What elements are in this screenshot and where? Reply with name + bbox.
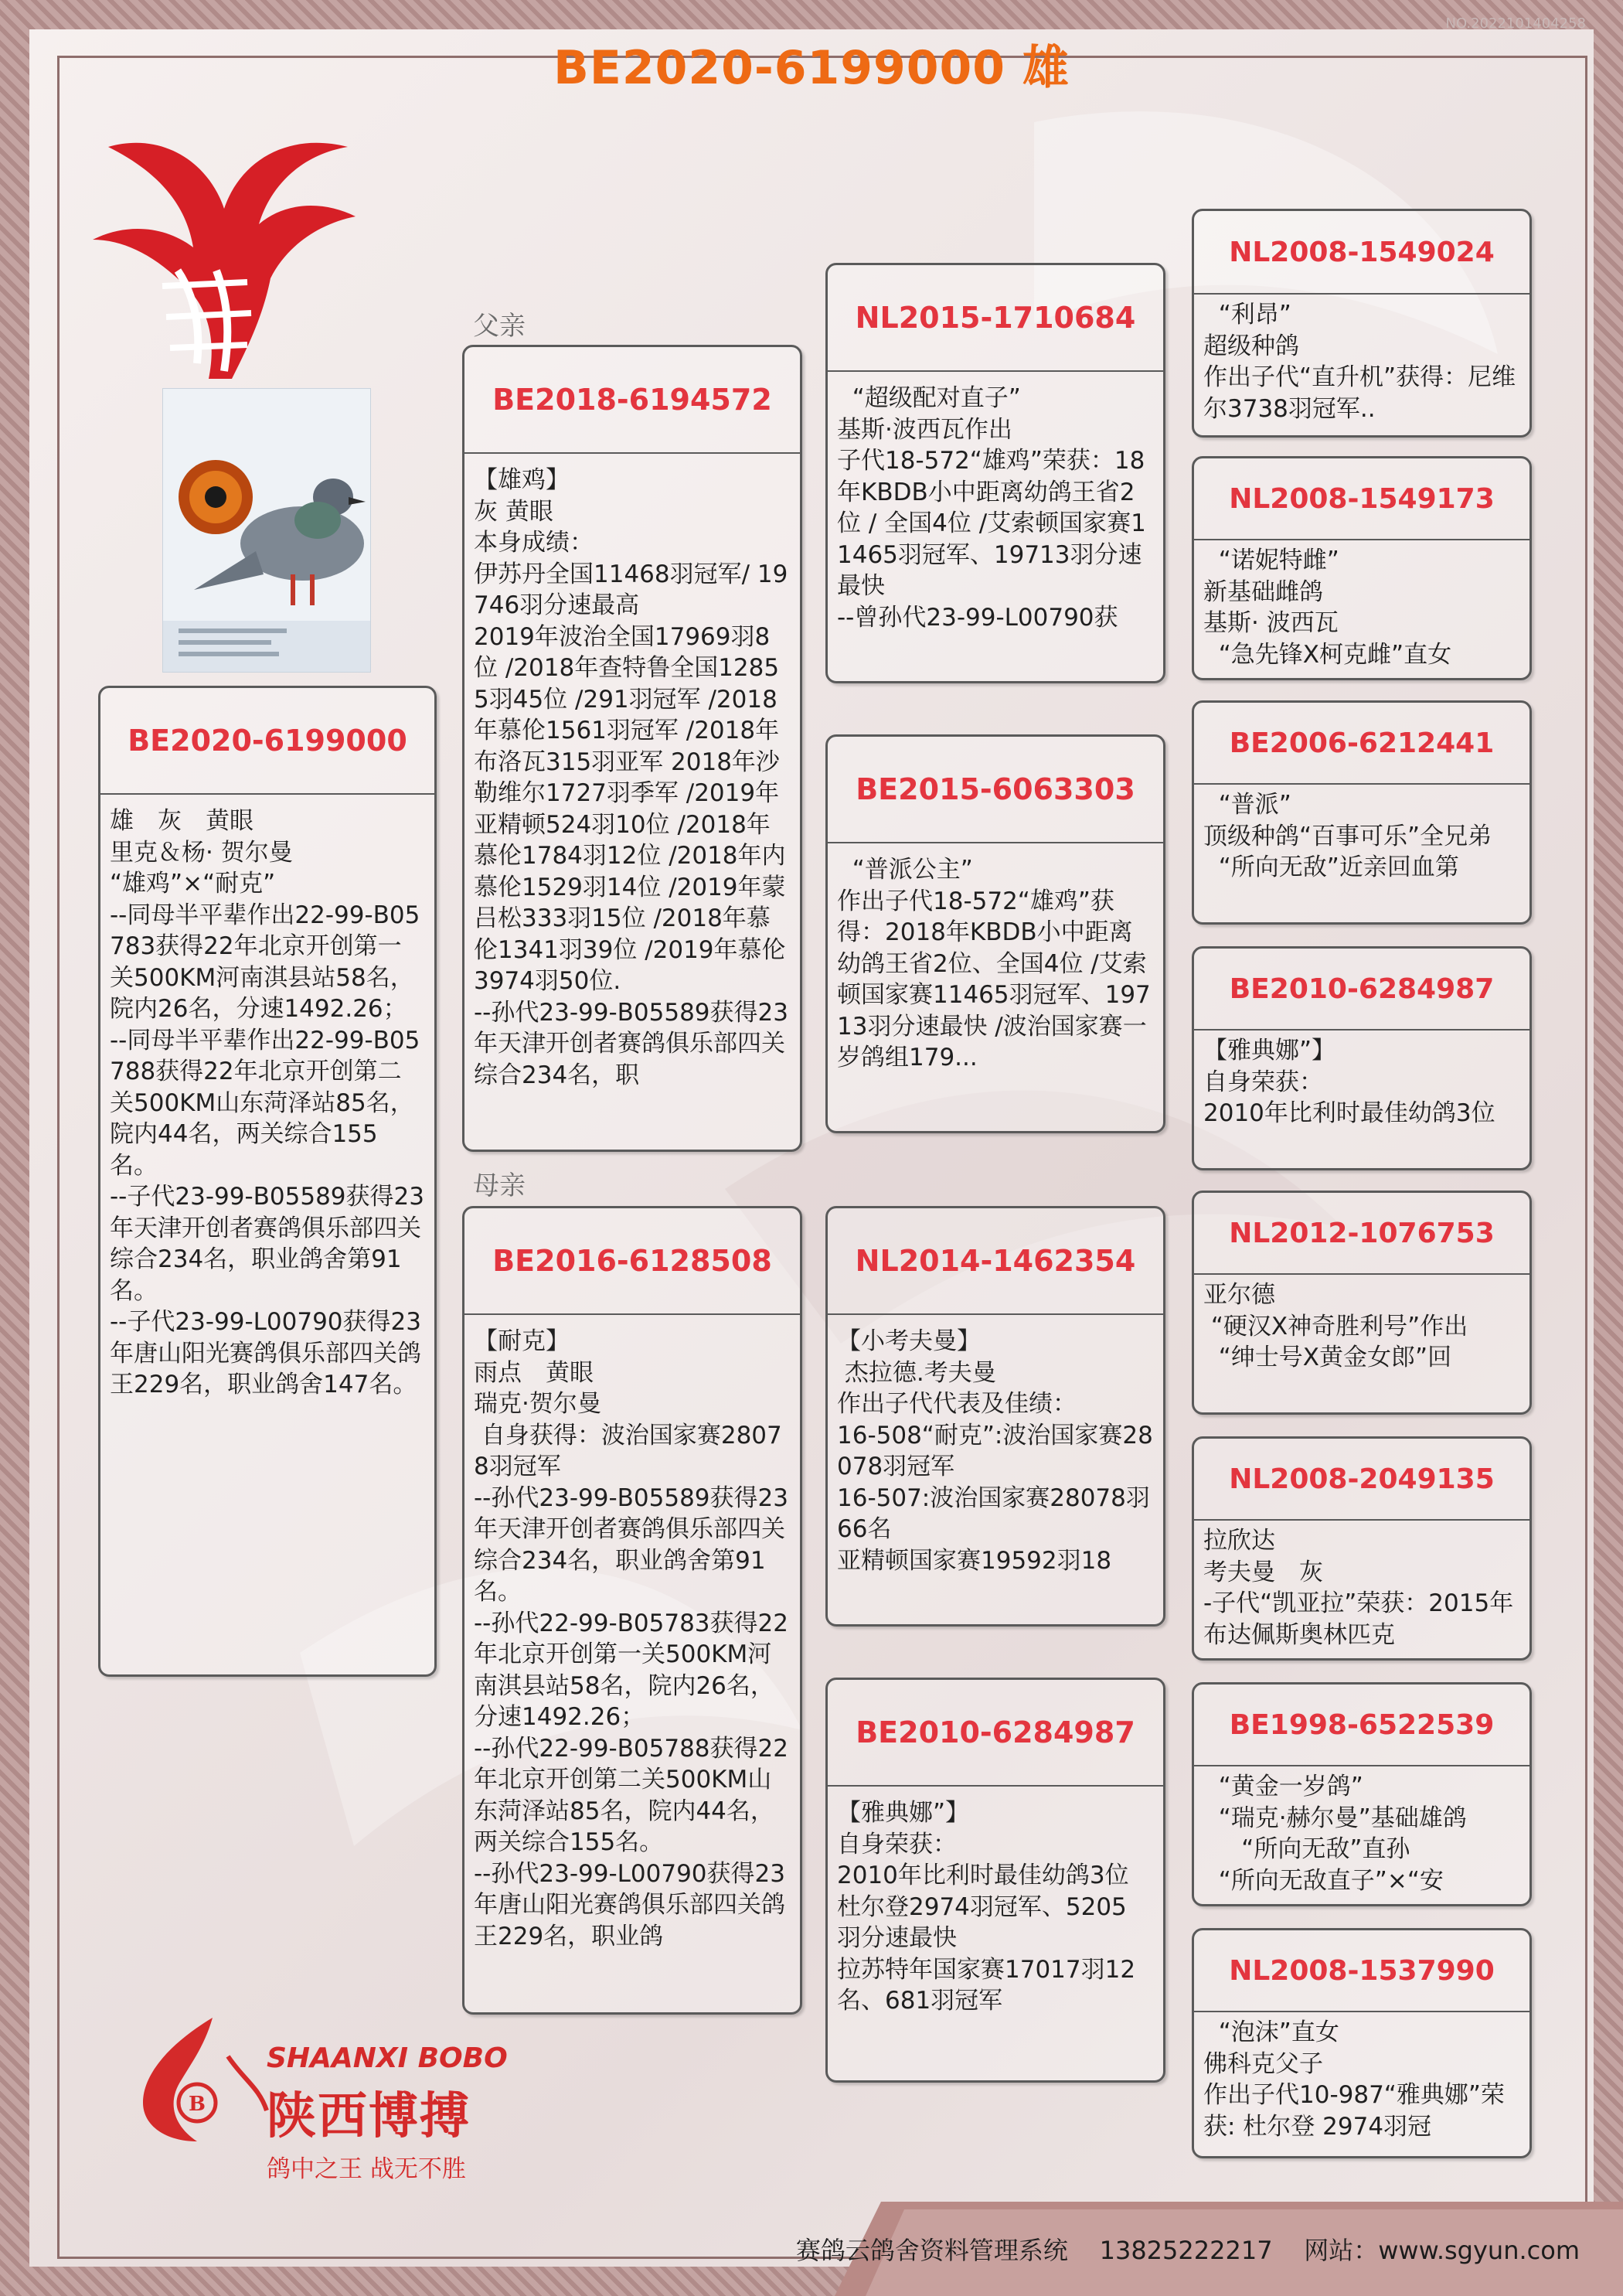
grandparent-details: “普派公主” 作出子代18-572“雄鸡”获得：2018年KBDB小中距离幼鸽王省2位、全国4位 /艾索顿国家赛11465羽冠军、19713羽分速最快 /波治国家赛一岁鸽组179...	[837, 856, 1151, 1071]
grandparent-details: 【雅典娜”】 自身荣获： 2010年比利时最佳幼鸽3位 杜尔登2974羽冠军、5205 羽分速最快 拉苏特年国家赛17017羽12名、681羽冠军	[837, 1799, 1136, 2015]
great-grandparent-details: “普派” 顶级种鸽“百事可乐”全兄弟 “所向无敌”近亲回血第	[1203, 791, 1492, 881]
great-grandparent-ring-number: BE1998-6522539	[1194, 1685, 1529, 1766]
great-grandparent-card	[1192, 700, 1532, 925]
page-title: BE2020-6199000 雄	[553, 41, 1070, 95]
great-grandparent-details: “诺妮特雌” 新基础雌鸽 基斯· 波西瓦 “急先锋X柯克雌”直女	[1203, 547, 1452, 669]
great-grandparent-card	[1192, 1928, 1532, 2158]
great-grandparent-card	[1192, 209, 1532, 438]
subject-pigeon-card	[98, 686, 437, 1677]
father-details: 【雄鸡】 灰 黄眼 本身成绩： 伊苏丹全国11468羽冠军/ 19746羽分速最高 2019年波治全国17969羽8位 /2018年查特鲁全国12855羽45位 /291羽冠军 /2018年慕伦1561羽冠军 /2018年布洛瓦315羽亚军 2018年沙勒维尔1727羽季军 /2019年亚精顿524羽10位 /2018年慕伦1784羽12位 /2018年内慕伦1529羽14位 /2019年蒙吕松333羽15位 /2018年慕伦1341羽39位 /2019年慕伦3974羽50位. --孙代23-99-B05589获得23年天津开创者赛鸽俱乐部四关综合234名，职	[474, 466, 788, 1089]
svg-text:B: B	[189, 2093, 206, 2116]
footer-site-label: 网站：	[1304, 2236, 1379, 2265]
phoenix-logo-icon	[93, 116, 386, 394]
mother-ring-number: BE2016-6128508	[464, 1208, 800, 1315]
footer-phone: 13825222217	[1099, 2236, 1273, 2265]
great-grandparent-ring-number: NL2012-1076753	[1194, 1193, 1529, 1275]
great-grandparent-ring-number: NL2008-1549173	[1194, 458, 1529, 540]
great-grandparent-card	[1192, 1682, 1532, 1906]
great-grandparent-ring-number: NL2008-1549024	[1194, 211, 1529, 295]
grandparent-card	[825, 1678, 1165, 2083]
father-ring-number: BE2018-6194572	[464, 347, 800, 454]
grandparent-card	[825, 1206, 1165, 1627]
footer-website-link[interactable]: www.sgyun.com	[1378, 2236, 1580, 2265]
great-grandparent-ring-number: NL2008-1537990	[1194, 1930, 1529, 2012]
great-grandparent-card	[1192, 1436, 1532, 1661]
pigeon-photo-art	[163, 389, 371, 673]
great-grandparent-details: “利昂” 超级种鸽 作出子代“直升机”获得：尼维尔3738羽冠军..	[1203, 301, 1516, 423]
grandparent-ring-number: NL2015-1710684	[828, 265, 1163, 372]
mother-details: 【耐克】 雨点 黄眼 瑞克·贺尔曼 自身获得：波治国家赛28078羽冠军 --孙代23-99-B05589获得23年天津开创者赛鸽俱乐部四关综合234名，职业鸽舍第91名。 --孙代22-99-B05783获得22年北京开创第一关500KM河南淇县站58名，院内26名，分速1492.26； --孙代22-99-B05788获得22年北京开创第二关500KM山东菏泽站85名，院内44名，两关综合155名。 --孙代23-99-L00790获得23年唐山阳光赛鸽俱乐部四关鸽王229名，职业鸽	[474, 1327, 788, 1950]
father-label: 父亲	[473, 311, 526, 342]
great-grandparent-details: 【雅典娜”】 自身荣获： 2010年比利时最佳幼鸽3位	[1203, 1037, 1495, 1127]
grandparent-details: 【小考夫曼】 杰拉德.考夫曼 作出子代代表及佳绩： 16-508“耐克”:波治国家赛28078羽冠军 16-507:波治国家赛28078羽66名 亚精顿国家赛19592羽18	[837, 1327, 1153, 1575]
great-grandparent-card	[1192, 456, 1532, 680]
great-grandparent-details: 拉欣达 考夫曼 灰 -子代“凯亚拉”荣获：2015年布达佩斯奥林匹克	[1203, 1527, 1514, 1649]
father-card	[462, 345, 802, 1152]
brand-chinese-name: 陕西博搏	[267, 2088, 471, 2145]
mother-label: 母亲	[473, 1170, 526, 1201]
mother-card	[462, 1206, 802, 2015]
great-grandparent-ring-number: BE2006-6212441	[1194, 703, 1529, 785]
grandparent-ring-number: BE2015-6063303	[828, 737, 1163, 843]
grandparent-ring-number: BE2010-6284987	[828, 1680, 1163, 1787]
document-number: NO.2022101404258	[1445, 15, 1586, 32]
grandparent-ring-number: NL2014-1462354	[828, 1208, 1163, 1315]
great-grandparent-details: 亚尔德 “硬汉X神奇胜利号”作出 “绅士号X黄金女郎”回	[1203, 1281, 1468, 1371]
footer-system-name: 赛鸽云鸽舍资料管理系统	[795, 2236, 1068, 2265]
great-grandparent-card	[1192, 1191, 1532, 1415]
grandparent-details: “超级配对直子” 基斯·波西瓦作出 子代18-572“雄鸡”荣获：18年KBDB小中距离幼鸽王省2位 / 全国4位 /艾索顿国家赛11465羽冠军、19713羽分速最快 --曾孙代23-99-L00790获	[837, 384, 1146, 632]
grandparent-card	[825, 734, 1165, 1133]
subject-details: 雄 灰 黄眼 里克＆杨· 贺尔曼 “雄鸡”×“耐克” --同母半平辈作出22-99-B05783获得22年北京开创第一关500KM河南淇县站58名，院内26名，分速1492.26； --同母半平辈作出22-99-B05788获得22年北京开创第二关500KM山东菏泽站85名，院内44名，两关综合155名。 --子代23-99-B05589获得23年天津开创者赛鸽俱乐部四关综合234名，职业鸽舍第91名。 --子代23-99-L00790获得23年唐山阳光赛鸽俱乐部四关鸽王229名，职业鸽舍147名。	[110, 807, 424, 1398]
great-grandparent-ring-number: NL2008-2049135	[1194, 1439, 1529, 1521]
great-grandparent-details: “黄金一岁鸽” “瑞克·赫尔曼”基础雄鸽 “所向无敌”直孙 “所向无敌直子”×“安	[1218, 1773, 1467, 1895]
great-grandparent-ring-number: BE2010-6284987	[1194, 949, 1529, 1030]
footer-contact	[796, 2231, 1580, 2267]
brand-slogan: 鸽中之王 战无不胜	[267, 2155, 466, 2183]
subject-ring-number: BE2020-6199000	[100, 688, 434, 795]
great-grandparent-card	[1192, 946, 1532, 1170]
great-grandparent-details: “泡沫”直女 佛科克父子 作出子代10-987“雅典娜”荣获: 杜尔登 2974羽冠	[1203, 2018, 1505, 2141]
pigeon-photo	[162, 388, 371, 673]
grandparent-card	[825, 263, 1165, 683]
brand-english-name: SHAANXI BOBO	[267, 2042, 508, 2074]
